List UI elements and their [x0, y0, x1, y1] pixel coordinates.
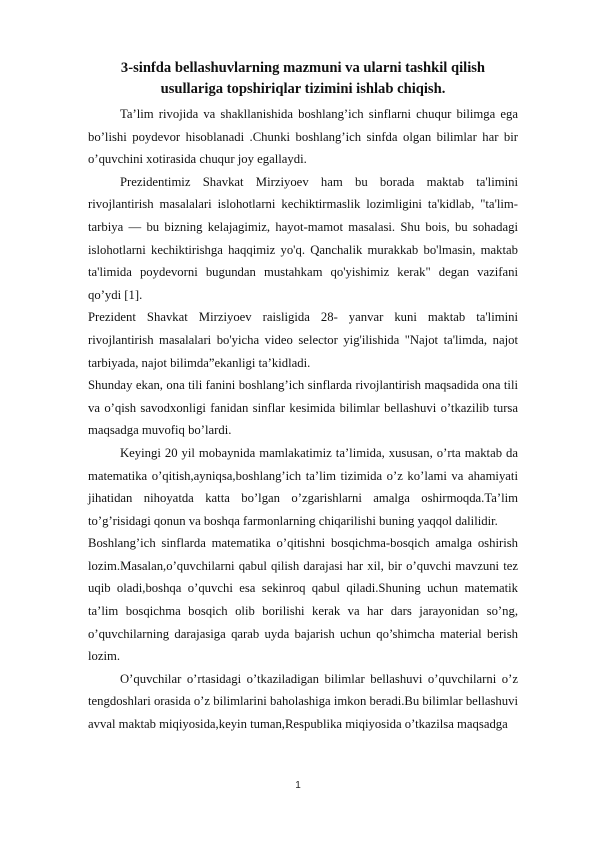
paragraph-3: Prezident Shavkat Mirziyoev raisligida 28- yanvar kuni maktab ta'limini rivojlantirish masalalari bo'yicha video selector yig'ilishida "Najot ta'limda, najot tarbiyada, najot bilimda”ekanligi ta’kidladi.: [88, 310, 518, 370]
document-title: 3-sinfda bellashuvlarning mazmuni va ularni tashkil qilish usullariga topshiriqlar tizimini ishlab chiqish.: [120, 60, 486, 97]
paragraph-2: Prezidentimiz Shavkat Mirziyoev ham bu borada maktab ta'limini rivojlantirish masalalari islohotlarni kechiktirmaslik lozimligini ta'kidlab, "ta'lim-tarbiya — bu bizning kelajagimiz, hayot-mamot masalasi. Shu bois, bu sohadagi islohotlarni kechiktirishga haqqimiz yo'q. Qanchalik murakkab bo'lmasin, maktab ta'limida poydevorni bugundan mustahkam qo'yishimiz kerak" degan vazifani qo’ydi [1].: [88, 174, 518, 302]
paragraph-7: O’quvchilar o’rtasidagi o’tkaziladigan bilimlar bellashuvi o’quvchilarni o’z tengdoshlari orasida o’z bilimlarini baholashiga imkon beradi.Bu bilimlar bellashuvi avval maktab miqiyosida,keyin tuman,Respublika miqiyosida o’tkazilsa maqsadga: [88, 671, 518, 732]
paragraph-5: Keyingi 20 yil mobaynida mamlakatimiz ta’limida, xususan, o’rta maktab da matematika o’qitish,ayniqsa,boshlang’ich ta’lim tizimida o’z ko’lami va ahamiyati jihatidan nihoyatda katta bo’lgan o’zgarishlarni amalga oshirmoqda.Ta’lim to’g’risidagi qonun va boshqa farmonlarning chiqarilishi buning yaqqol dalilidir.: [88, 445, 518, 528]
page-number: 1: [295, 780, 301, 791]
paragraph-1: Ta’lim rivojida va shakllanishida boshlang’ich sinflarni chuqur bilimga ega bo’lishi poydevor hisoblanadi .Chunki boshlang’ich sinfda olgan bilimlar har bir o’quvchini xotirasida chuqur joy egallaydi.: [88, 107, 518, 167]
paragraph-4: Shunday ekan, ona tili fanini boshlang’ich sinflarda rivojlantirish maqsadida ona tili va o’qish savodxonligi fanidan sinflar kesimida bilimlar bellashuvi o’tkazilib tursa maqsadga muvofiq bo’lardi.: [88, 378, 518, 438]
document-body: [88, 103, 518, 736]
paragraph-6: Boshlang’ich sinflarda matematika o’qitishni bosqichma-bosqich amalga oshirish lozim.Masalan,o’quvchilarni qabul qilish darajasi har xil, bir o’quvchi mavzuni tez uqib oladi,boshqa o’quvchi esa sekinroq qabul qiladi.Shuning uchun matematik ta’lim bosqichma bosqich olib borilishi kerak va har dars jarayonidan so’ng, o’quvchilarning darajasiga qarab uyda bajarish uchun qo’shimcha material berish lozim.: [88, 536, 518, 664]
